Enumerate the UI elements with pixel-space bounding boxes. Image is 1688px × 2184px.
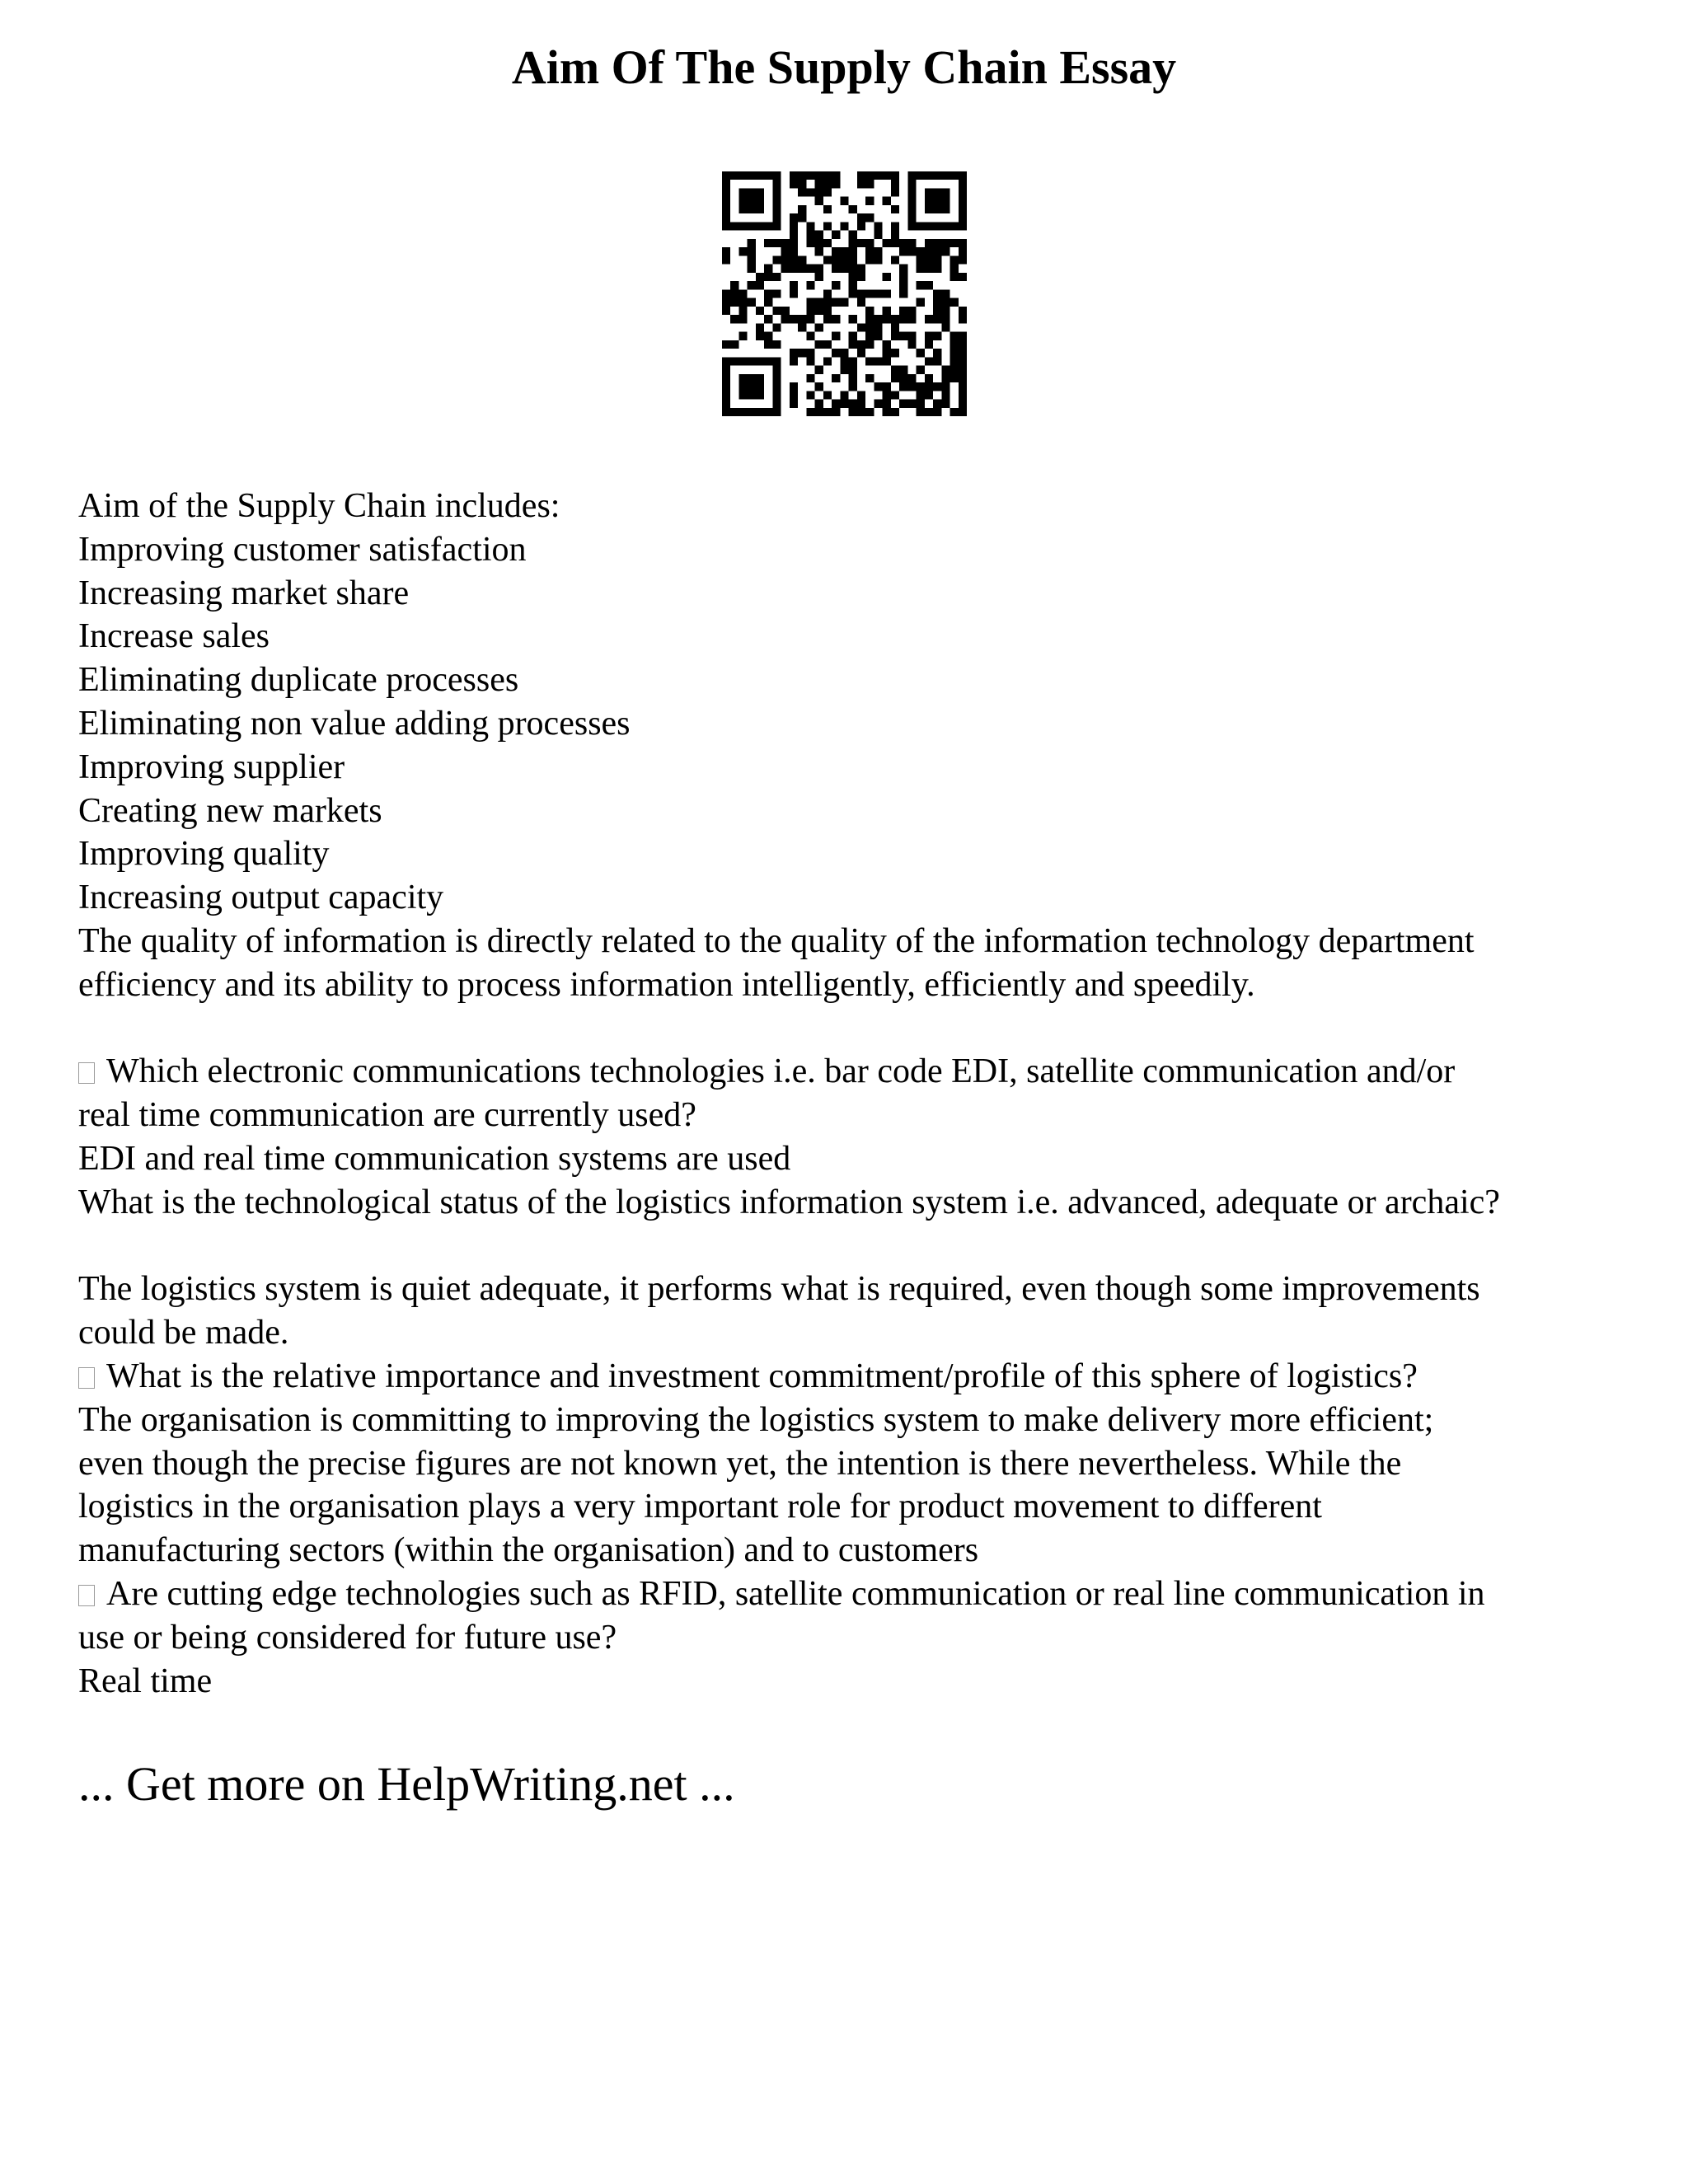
text-line: real time communication are currently used? (78, 1096, 696, 1135)
list-item: Improving customer satisfaction (78, 530, 527, 569)
essay-body (78, 485, 1628, 1703)
text-line: use or being considered for future use? (78, 1618, 617, 1657)
list-item: Creating new markets (78, 791, 382, 830)
page-title: Aim Of The Supply Chain Essay (511, 40, 1177, 94)
list-item: Increase sales (78, 617, 270, 656)
question-text: Which electronic communications technologies i.e. bar code EDI, satellite communication and/or (106, 1052, 1456, 1091)
answer-line: EDI and real time communication systems are used (78, 1139, 791, 1178)
list-item: Increasing output capacity (78, 879, 444, 917)
text-line: could be made. (78, 1314, 289, 1352)
list-item: Increasing market share (78, 574, 410, 612)
list-item: Eliminating non value adding processes (78, 704, 631, 743)
question-line (78, 1355, 1628, 1399)
qr-code-icon (722, 171, 967, 416)
list-item: Improving quality (78, 835, 330, 874)
answer-line: The organisation is committing to improving the logistics system to make delivery more efficient; (78, 1400, 1434, 1439)
question-text: What is the relative importance and investment commitment/profile of this sphere of logistics? (106, 1357, 1418, 1395)
empty-box-icon (78, 1585, 95, 1606)
question-line (78, 1050, 1628, 1094)
paragraph-gap (78, 1225, 1628, 1268)
qr-code-graphic (722, 171, 967, 416)
list-item: Improving supplier (78, 748, 345, 786)
text-line: logistics in the organisation plays a very important role for product movement to different (78, 1488, 1322, 1526)
empty-box-icon (78, 1367, 95, 1389)
text-line: manufacturing sectors (within the organisation) and to customers (78, 1531, 979, 1570)
answer-line: The logistics system is quiet adequate, it performs what is required, even though some improvements (78, 1270, 1480, 1309)
text-line: efficiency and its ability to process information intelligently, efficiently and speedily. (78, 965, 1255, 1004)
list-item: Eliminating duplicate processes (78, 661, 519, 700)
get-more-link[interactable]: ... Get more on HelpWriting.net ... (78, 1757, 735, 1811)
text-line: The quality of information is directly related to the quality of the information technology department (78, 921, 1475, 960)
text-line: even though the precise figures are not known yet, the intention is there nevertheless. While the (78, 1444, 1402, 1483)
paragraph-gap (78, 1007, 1628, 1051)
text-line: Aim of the Supply Chain includes: (78, 487, 560, 525)
answer-line: Real time (78, 1661, 213, 1700)
empty-box-icon (78, 1062, 95, 1084)
question-line: What is the technological status of the logistics information system i.e. advanced, adequate or archaic? (78, 1183, 1500, 1221)
question-line (78, 1572, 1628, 1616)
question-text: Are cutting edge technologies such as RFID, satellite communication or real line communication in (106, 1574, 1485, 1613)
